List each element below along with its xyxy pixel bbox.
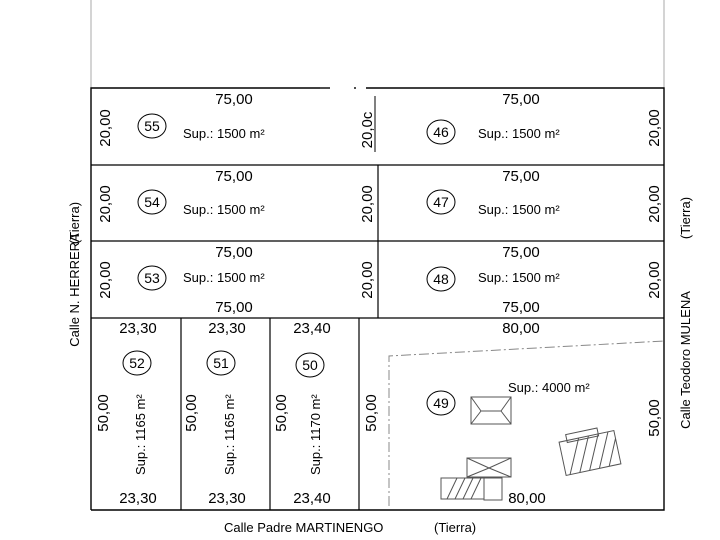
- lot-54-side-dim: 20,00: [97, 185, 114, 223]
- lot-46-area: Sup.: 1500 m²: [478, 126, 560, 141]
- lot-55-number: 55: [144, 118, 160, 134]
- lot-50-area: Sup.: 1170 m²: [308, 394, 323, 475]
- building-hatched-2: [558, 425, 621, 476]
- lot-53-area: Sup.: 1500 m²: [183, 270, 265, 285]
- lot-51-number: 51: [213, 355, 229, 371]
- lot-51-top-dim: 23,30: [208, 320, 246, 337]
- lot-54-top-dim: 75,00: [215, 168, 253, 185]
- lot-50-top-dim: 23,40: [293, 320, 331, 337]
- lot-52-side-dim: 50,00: [95, 394, 112, 432]
- lot-49-top-dim: 80,00: [502, 320, 540, 337]
- lot-54-number: 54: [144, 194, 160, 210]
- street-west-surface: (Tierra): [67, 201, 82, 245]
- lot-47-number: 47: [433, 194, 449, 210]
- lot-53-number: 53: [144, 270, 160, 286]
- street-east-name: Calle Teodoro MULENA: [678, 291, 693, 429]
- lot-lines: [91, 96, 664, 510]
- lot-47-right-dim: 20,00: [646, 185, 663, 223]
- street-east-surface: (Tierra): [678, 196, 693, 240]
- street-south-surface: (Tierra): [434, 520, 477, 535]
- building-hatched-1: [441, 478, 484, 499]
- lot-47-top-dim: 75,00: [502, 168, 540, 185]
- lot-circles: [123, 114, 455, 415]
- lot-52-number: 52: [129, 355, 145, 371]
- lot-55-top-dim: 75,00: [215, 91, 253, 108]
- building-roof-2: [467, 458, 511, 477]
- lot-50-bottom-dim: 23,40: [293, 490, 331, 507]
- lot-46-number: 46: [433, 124, 449, 140]
- lot-53-side-dim: 20,00: [97, 261, 114, 299]
- street-west-name: Calle N. HERRERA: [67, 233, 82, 347]
- lot-48-bottom-dim: 75,00: [502, 299, 540, 316]
- lot-53-bottom-dim: 75,00: [215, 299, 253, 316]
- lot-52-area: Sup.: 1165 m²: [133, 394, 148, 475]
- lot-53-top-dim: 75,00: [215, 244, 253, 261]
- lot-46-left-dim: 20,0c: [359, 111, 376, 149]
- lot-47-area: Sup.: 1500 m²: [478, 202, 560, 217]
- lot-48-number: 48: [433, 271, 449, 287]
- lot-50-side-dim: 50,00: [273, 394, 290, 432]
- lot-51-area: Sup.: 1165 m²: [222, 394, 237, 475]
- lot-54-area: Sup.: 1500 m²: [183, 202, 265, 217]
- lot-46-right-dim: 20,00: [646, 109, 663, 147]
- lot-52-bottom-dim: 23,30: [119, 490, 157, 507]
- lot-48-area: Sup.: 1500 m²: [478, 270, 560, 285]
- building-small: [484, 478, 502, 500]
- lot-48-left-dim: 20,00: [359, 261, 376, 299]
- lot-48-right-dim: 20,00: [646, 261, 663, 299]
- lot-52-top-dim: 23,30: [119, 320, 157, 337]
- lot-48-top-dim: 75,00: [502, 244, 540, 261]
- lot-49-left-dim: 50,00: [363, 394, 380, 432]
- lot-51-side-dim: 50,00: [183, 394, 200, 432]
- lot-47-left-dim: 20,00: [359, 185, 376, 223]
- fence-line: [389, 341, 664, 506]
- lot-49-number: 49: [433, 395, 449, 411]
- lot-51-bottom-dim: 23,30: [208, 490, 246, 507]
- lot-49-bottom-dim: 80,00: [508, 490, 546, 507]
- lot-46-top-dim: 75,00: [502, 91, 540, 108]
- lot-49-right-dim: 50,00: [646, 399, 663, 437]
- lot-55-side-dim: 20,00: [97, 109, 114, 147]
- lot-55-area: Sup.: 1500 m²: [183, 126, 265, 141]
- building-roof-1: [471, 397, 511, 424]
- street-south-name: Calle Padre MARTINENGO: [224, 520, 384, 535]
- lot-49-area: Sup.: 4000 m²: [508, 380, 590, 395]
- buildings: [441, 397, 621, 500]
- lot-50-number: 50: [302, 357, 318, 373]
